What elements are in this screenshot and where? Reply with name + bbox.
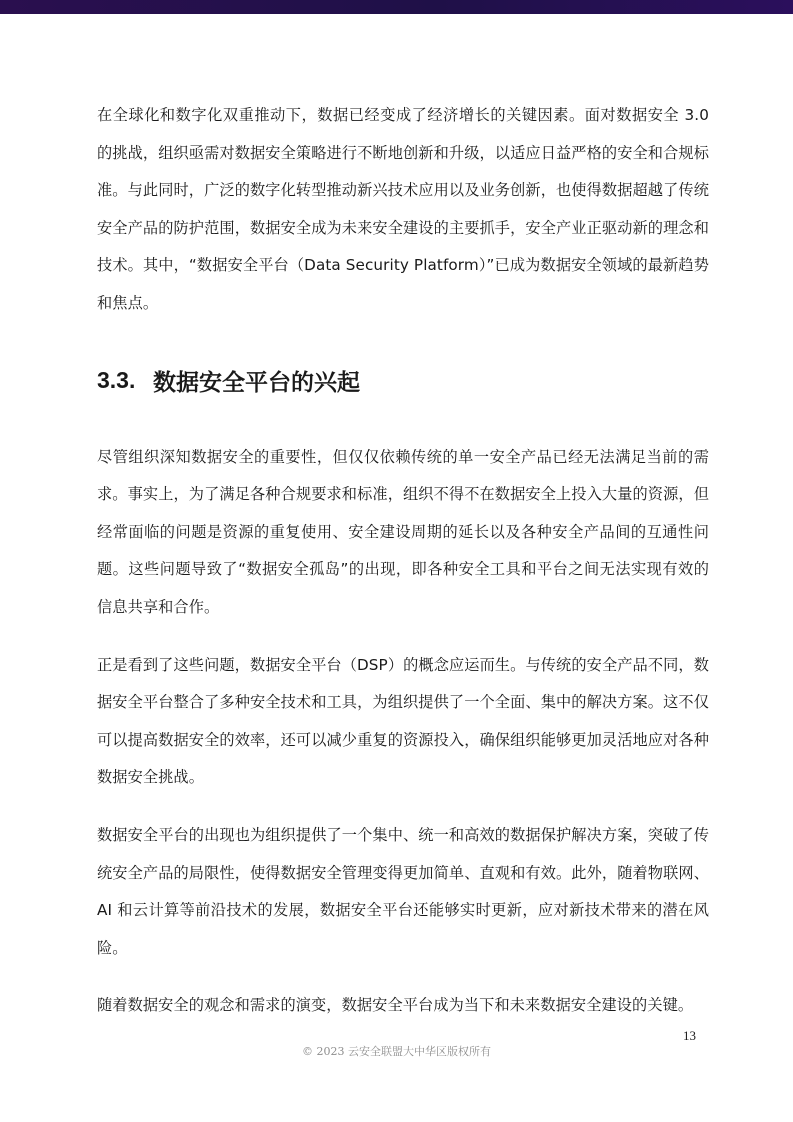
section-number: 3.3. (97, 367, 136, 394)
intro-paragraph: 在全球化和数字化双重推动下，数据已经变成了经济增长的关键因素。面对数据安全 3.0 的挑战，组织亟需对数据安全策略进行不断地创新和升级，以适应日益严格的安全和合规标准。与此同时，广泛的数字化转型推动新兴技术应用以及业务创新，也使得数据超越了传统安全产品的防护范围，数据安全成为未来安全建设的主要抓手，安全产业正驱动新的理念和技术。其中，“数据安全平台（Data Security Platform）”已成为数据安全领域的最新趋势和焦点。 (97, 106, 709, 312)
header-color-bar (0, 0, 793, 14)
page-number: 13 (683, 1028, 696, 1043)
section-heading (97, 361, 709, 401)
document-body (97, 97, 709, 1025)
section-paragraph-4: 随着数据安全的观念和需求的演变，数据安全平台成为当下和未来数据安全建设的关键。 (97, 996, 694, 1015)
section-title: 数据安全平台的兴起 (153, 370, 360, 397)
section-paragraph-2: 正是看到了这些问题，数据安全平台（DSP）的概念应运而生。与传统的安全产品不同，数据安全平台整合了多种安全技术和工具，为组织提供了一个全面、集中的解决方案。这不仅可以提高数据安全的效率，还可以减少重复的资源投入，确保组织能够更加灵活地应对各种数据安全挑战。 (97, 655, 709, 787)
copyright-footer: © 2023 云安全联盟大中华区版权所有 (302, 1045, 491, 1058)
section-paragraph-3: 数据安全平台的出现也为组织提供了一个集中、统一和高效的数据保护解决方案，突破了传统安全产品的局限性，使得数据安全管理变得更加简单、直观和有效。此外，随着物联网、AI 和云计算等前沿技术的发展，数据安全平台还能够实时更新，应对新技术带来的潜在风险。 (97, 825, 709, 957)
section-paragraph-1: 尽管组织深知数据安全的重要性，但仅仅依赖传统的单一安全产品已经无法满足当前的需求。事实上，为了满足各种合规要求和标准，组织不得不在数据安全上投入大量的资源，但经常面临的问题是资源的重复使用、安全建设周期的延长以及各种安全产品间的互通性问题。这些问题导致了“数据安全孤岛”的出现，即各种安全工具和平台之间无法实现有效的信息共享和合作。 (97, 447, 709, 616)
